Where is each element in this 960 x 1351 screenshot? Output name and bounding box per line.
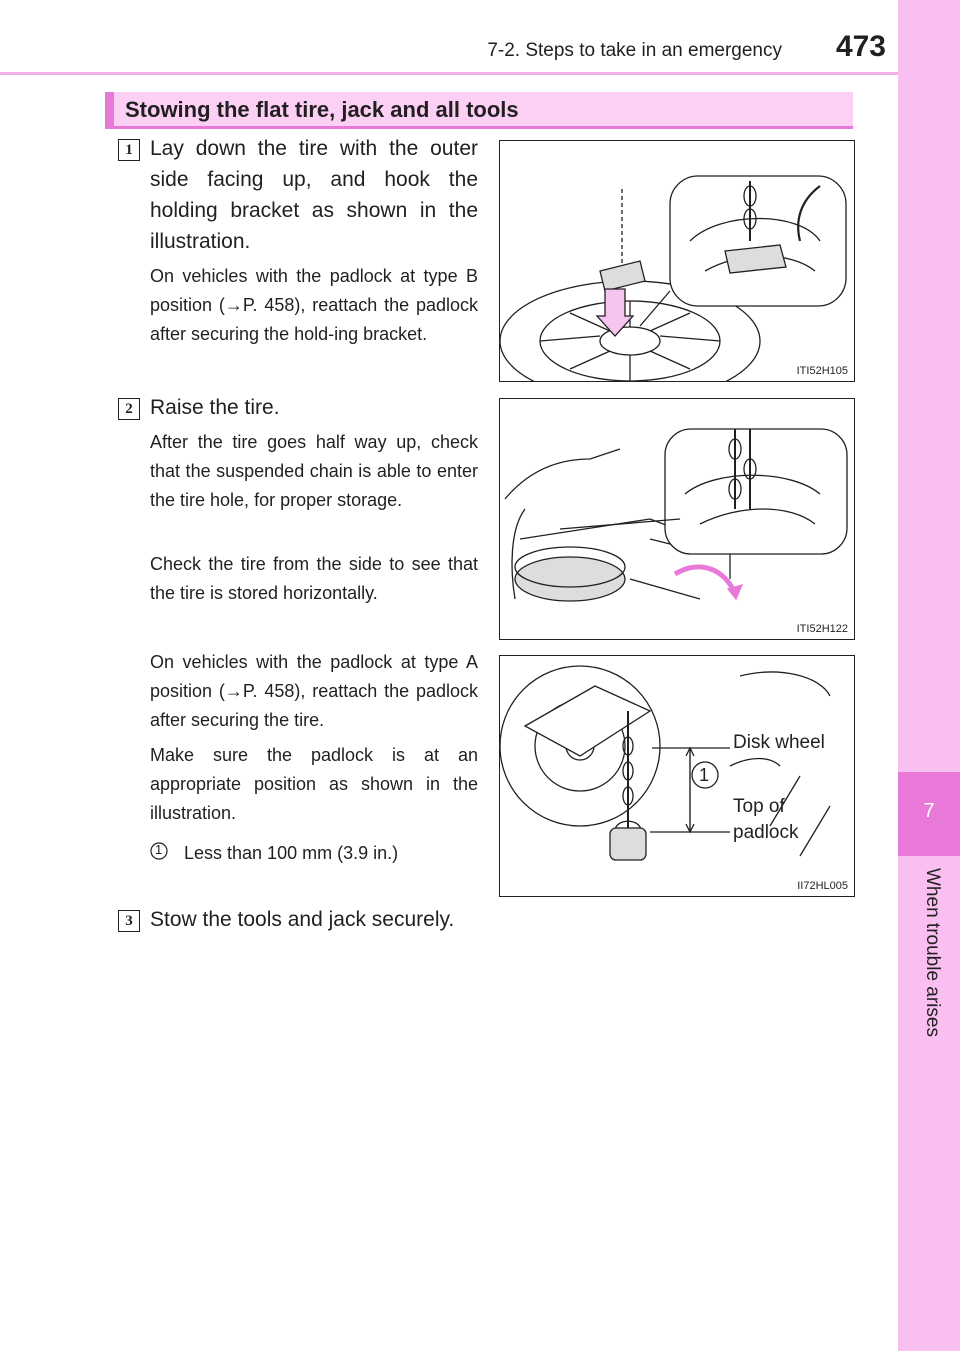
chapter-title: When trouble arises	[922, 868, 943, 1037]
page-number: 473	[835, 30, 886, 63]
figure-3-code: II72HL005	[797, 880, 848, 892]
step-1-note: On vehicles with the padlock at type B position (→P. 458), reattach the padlock after securing the hold-ing bracket.	[150, 266, 478, 344]
figure-1-code: ITI52H105	[796, 365, 848, 377]
raise-tire-illustration	[500, 399, 854, 639]
label-disk-wheel: Disk wheel	[733, 732, 825, 753]
step-2-note-3: On vehicles with the padlock at type A position (→P. 458), reattach the padlock after securing the tire.	[150, 652, 478, 730]
step-2-note-5: Less than 100 mm (3.9 in.)	[184, 843, 399, 863]
step-3-badge: 3	[118, 910, 140, 932]
step-1-badge: 1	[118, 139, 140, 161]
section-title: Stowing the flat tire, jack and all tools	[125, 97, 519, 122]
step-2-text: Raise the tire.	[150, 396, 280, 419]
step-2-note-1: After the tire goes half way up, check that the suspended chain is able to enter the tire hole, for proper storage.	[150, 432, 478, 510]
header-divider	[0, 72, 898, 75]
callout-1-badge	[150, 842, 170, 862]
label-callout-1: 1	[699, 765, 710, 785]
figure-tire-bracket	[499, 140, 855, 382]
step-2-badge: 2	[118, 398, 140, 420]
step-3-text: Stow the tools and jack securely.	[150, 908, 455, 931]
callout-number: 1	[155, 842, 163, 857]
figure-padlock-position	[499, 655, 855, 897]
header-section-title: 7-2. Steps to take in an emergency	[487, 40, 782, 61]
padlock-position-illustration	[500, 656, 854, 896]
label-padlock: padlock	[733, 822, 799, 843]
figure-2-code: ITI52H122	[796, 623, 848, 635]
chapter-number-tab	[898, 772, 960, 856]
chapter-number: 7	[923, 800, 935, 822]
label-top-of: Top of	[733, 796, 785, 817]
step-1-text: Lay down the tire with the outer side facing up, and hook the holding bracket as shown in the illustration.	[150, 137, 478, 253]
chapter-side-tab	[898, 0, 960, 1351]
tire-bracket-illustration	[500, 141, 854, 381]
section-title-bar	[105, 92, 853, 129]
step-2-note-2: Check the tire from the side to see that the tire is stored horizontally.	[150, 554, 478, 603]
figure-raise-tire	[499, 398, 855, 640]
step-2-note-4: Make sure the padlock is at an appropriate position as shown in the illustration.	[150, 745, 478, 823]
